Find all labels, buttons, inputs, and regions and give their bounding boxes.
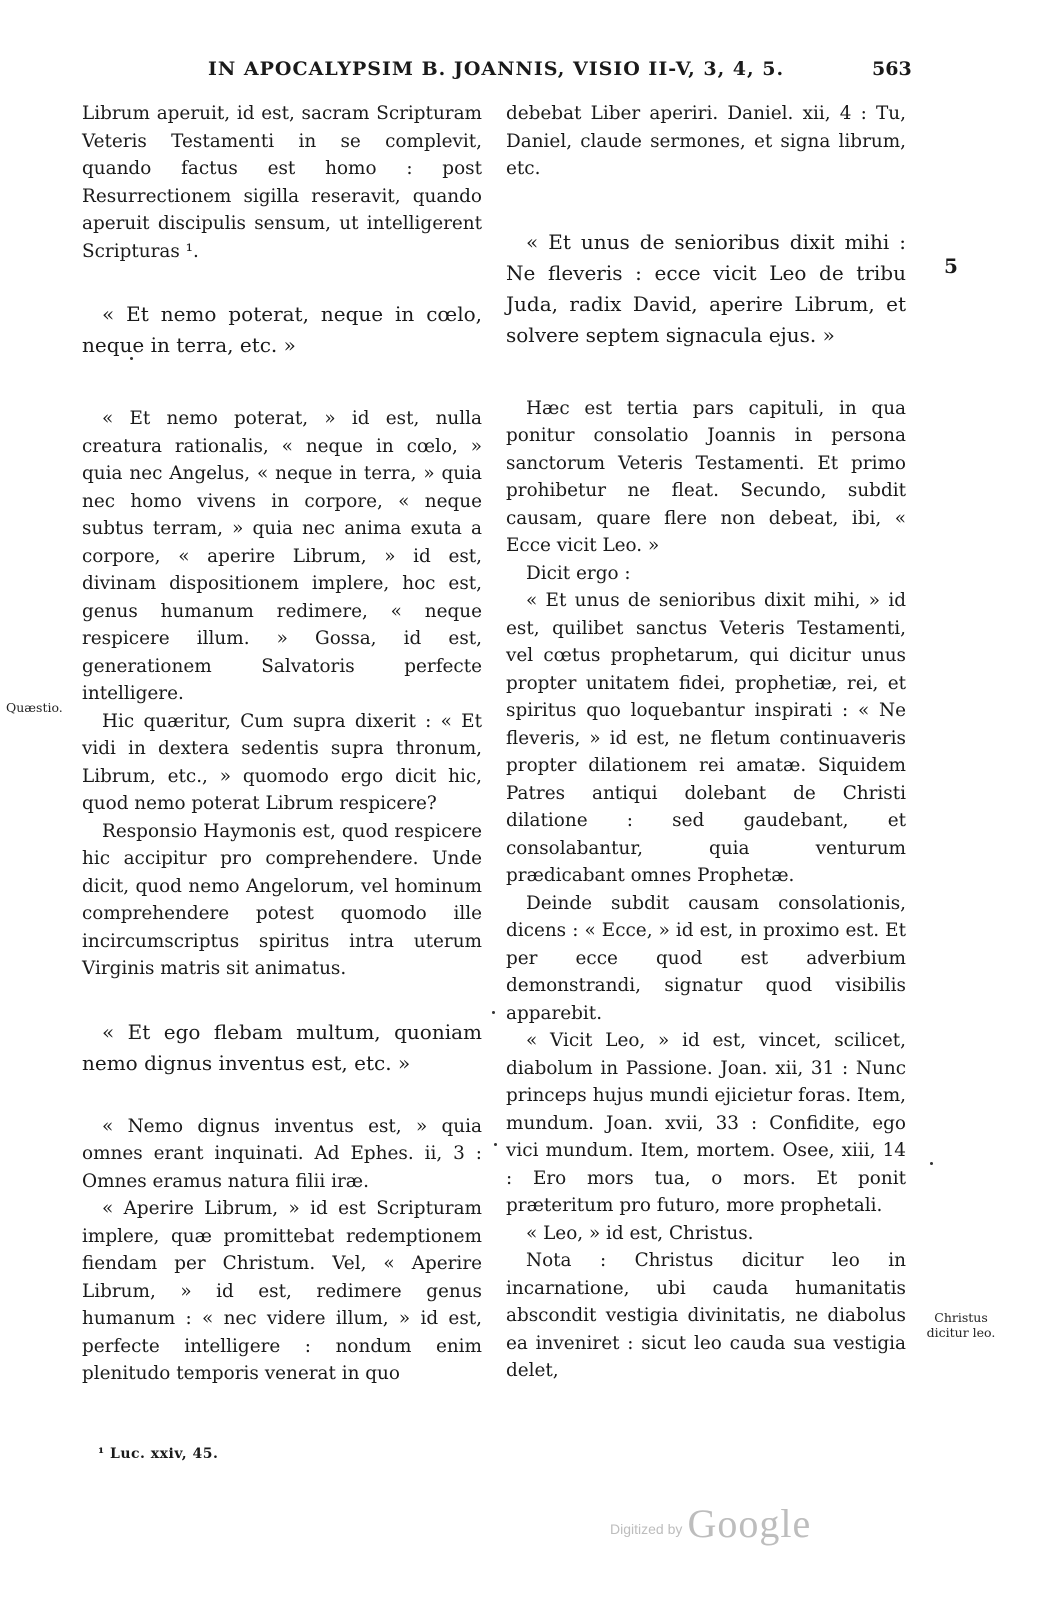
paragraph: Hic quæritur, Cum supra dixerit : « Et vidi in dextera sedentis supra thronum, Librum, etc., » quomodo ergo dicit hic, quod nemo poterat Librum respicere?	[82, 710, 482, 814]
page-header	[0, 58, 1064, 88]
paragraph: « Et nemo poterat, » id est, nulla creatura rationalis, « neque in cœlo, » quia nec Angelus, « neque in terra, » quia nec homo vivens in corpore, « neque subtus terram, » quia nec anima exuta a corpore, « aperire Librum, » id est, divinam dispositionem implere, hoc est, genus humanum redimere, « neque respicere illum. » Gossa, id est, generationem Salvatoris perfecte intelligere.	[82, 408, 482, 704]
paragraph: Deinde subdit causam consolationis, dicens : « Ecce, » id est, in proximo est. Et per ecce quod est adverbium demonstrandi, signatur quod visibilis apparebit.	[506, 892, 906, 1024]
footnote: ¹ Luc. xxiv, 45.	[98, 1446, 219, 1462]
right-column	[506, 100, 906, 1385]
paragraph: Hæc est tertia pars capituli, in qua ponitur consolatio Joannis in persona sanctorum Veteris Testamenti. Et primo prohibetur ne fleat. Secundo, subdit causam, quare flere non debeat, ibi, « Ecce vicit Leo. »	[506, 397, 906, 556]
paragraph: « Nemo dignus inventus est, » quia omnes erant inquinati. Ad Ephes. ii, 3 : Omnes eramus natura filii iræ.	[82, 1115, 482, 1192]
stray-mark	[494, 1143, 497, 1146]
paragraph: debebat Liber aperiri. Daniel. xii, 4 : Tu, Daniel, claude sermones, et signa librum, etc.	[506, 103, 906, 179]
paragraph: « Aperire Librum, » id est Scripturam implere, quæ promittebat redemptionem fiendam per Christum. Vel, « Aperire Librum, » id est, redimere genus humanum : « nec videre illum, » id est, perfecte intelligere : nondum enim plenitudo temporis venerat in quo	[82, 1198, 482, 1384]
paragraph: Librum aperuit, id est, sacram Scripturam Veteris Testamenti in se complevit, quando factus est homo : post Resurrectionem sigilla reseravit, quando aperuit discipulis sensum, ut intelligerent Scripturas ¹.	[82, 103, 482, 262]
paragraph: Nota : Christus dicitur leo in incarnatione, ubi cauda humanitatis abscondit vestigia divinitatis, ne diabolus ea inveniret : sicut leo cauda sua vestigia delet,	[506, 1250, 906, 1381]
paragraph: « Vicit Leo, » id est, vincet, scilicet, diabolum in Passione. Joan. xii, 31 : Nunc princeps hujus mundi ejicietur foras. Item, mundum. Joan. xvii, 33 : Confidite, ego vici mundum. Item, mortem. Osee, xiii, 14 : Ero mors tua, o mors. Et ponit præteritum pro futuro, more prophetali.	[506, 1030, 906, 1216]
margin-note-christus: Christus dicitur leo.	[926, 1310, 996, 1340]
paragraph: « Leo, » id est, Christus.	[526, 1222, 754, 1244]
verse-quote: « Et nemo poterat, neque in cœlo, neque in terra, etc. »	[82, 302, 482, 357]
stray-mark	[492, 1011, 495, 1014]
google-logo: Google	[687, 1501, 812, 1546]
page-number: 563	[872, 58, 912, 80]
verse-quote: « Et unus de senioribus dixit mihi : Ne fleveris : ecce vicit Leo de tribu Juda, radix David, aperire Librum, et solvere septem signacula ejus. »	[506, 229, 906, 347]
paragraph: Dicit ergo :	[526, 562, 631, 584]
paragraph: Responsio Haymonis est, quod respicere hic accipitur pro comprehendere. Unde dicit, quod nemo Angelorum, vel hominum comprehendere potest quomodo ille incircumscriptus spiritus intra uterum Virginis matris sit animatus.	[82, 820, 482, 979]
running-head: IN APOCALYPSIM B. JOANNIS, VISIO II-V, 3, 4, 5.	[208, 58, 785, 80]
paragraph: « Et unus de senioribus dixit mihi, » id est, quilibet sanctus Veteris Testamenti, vel cœtus prophetarum, qui dicitur unus propter unitatem fidei, prophetiæ, rei, et spiritus quo loquebantur inspirati : « Ne fleveris, » id est, ne fletum continuaveris propter dilationem rei amatæ. Siquidem Patres antiqui dolebant de Christi dilatione : sed gaudebant, et consolabantur, quia venturum prædicabant omnes Prophetæ.	[506, 590, 906, 886]
stray-mark	[930, 1162, 933, 1165]
left-column	[82, 100, 482, 1388]
digitized-label: Digitized by	[610, 1521, 683, 1537]
verse-quote: « Et ego flebam multum, quoniam nemo dignus inventus est, etc. »	[82, 1019, 482, 1075]
section-number: 5	[944, 254, 958, 278]
margin-note-quaestio: Quæstio.	[6, 700, 63, 715]
digitized-watermark	[610, 1500, 811, 1550]
stray-mark	[130, 357, 133, 360]
